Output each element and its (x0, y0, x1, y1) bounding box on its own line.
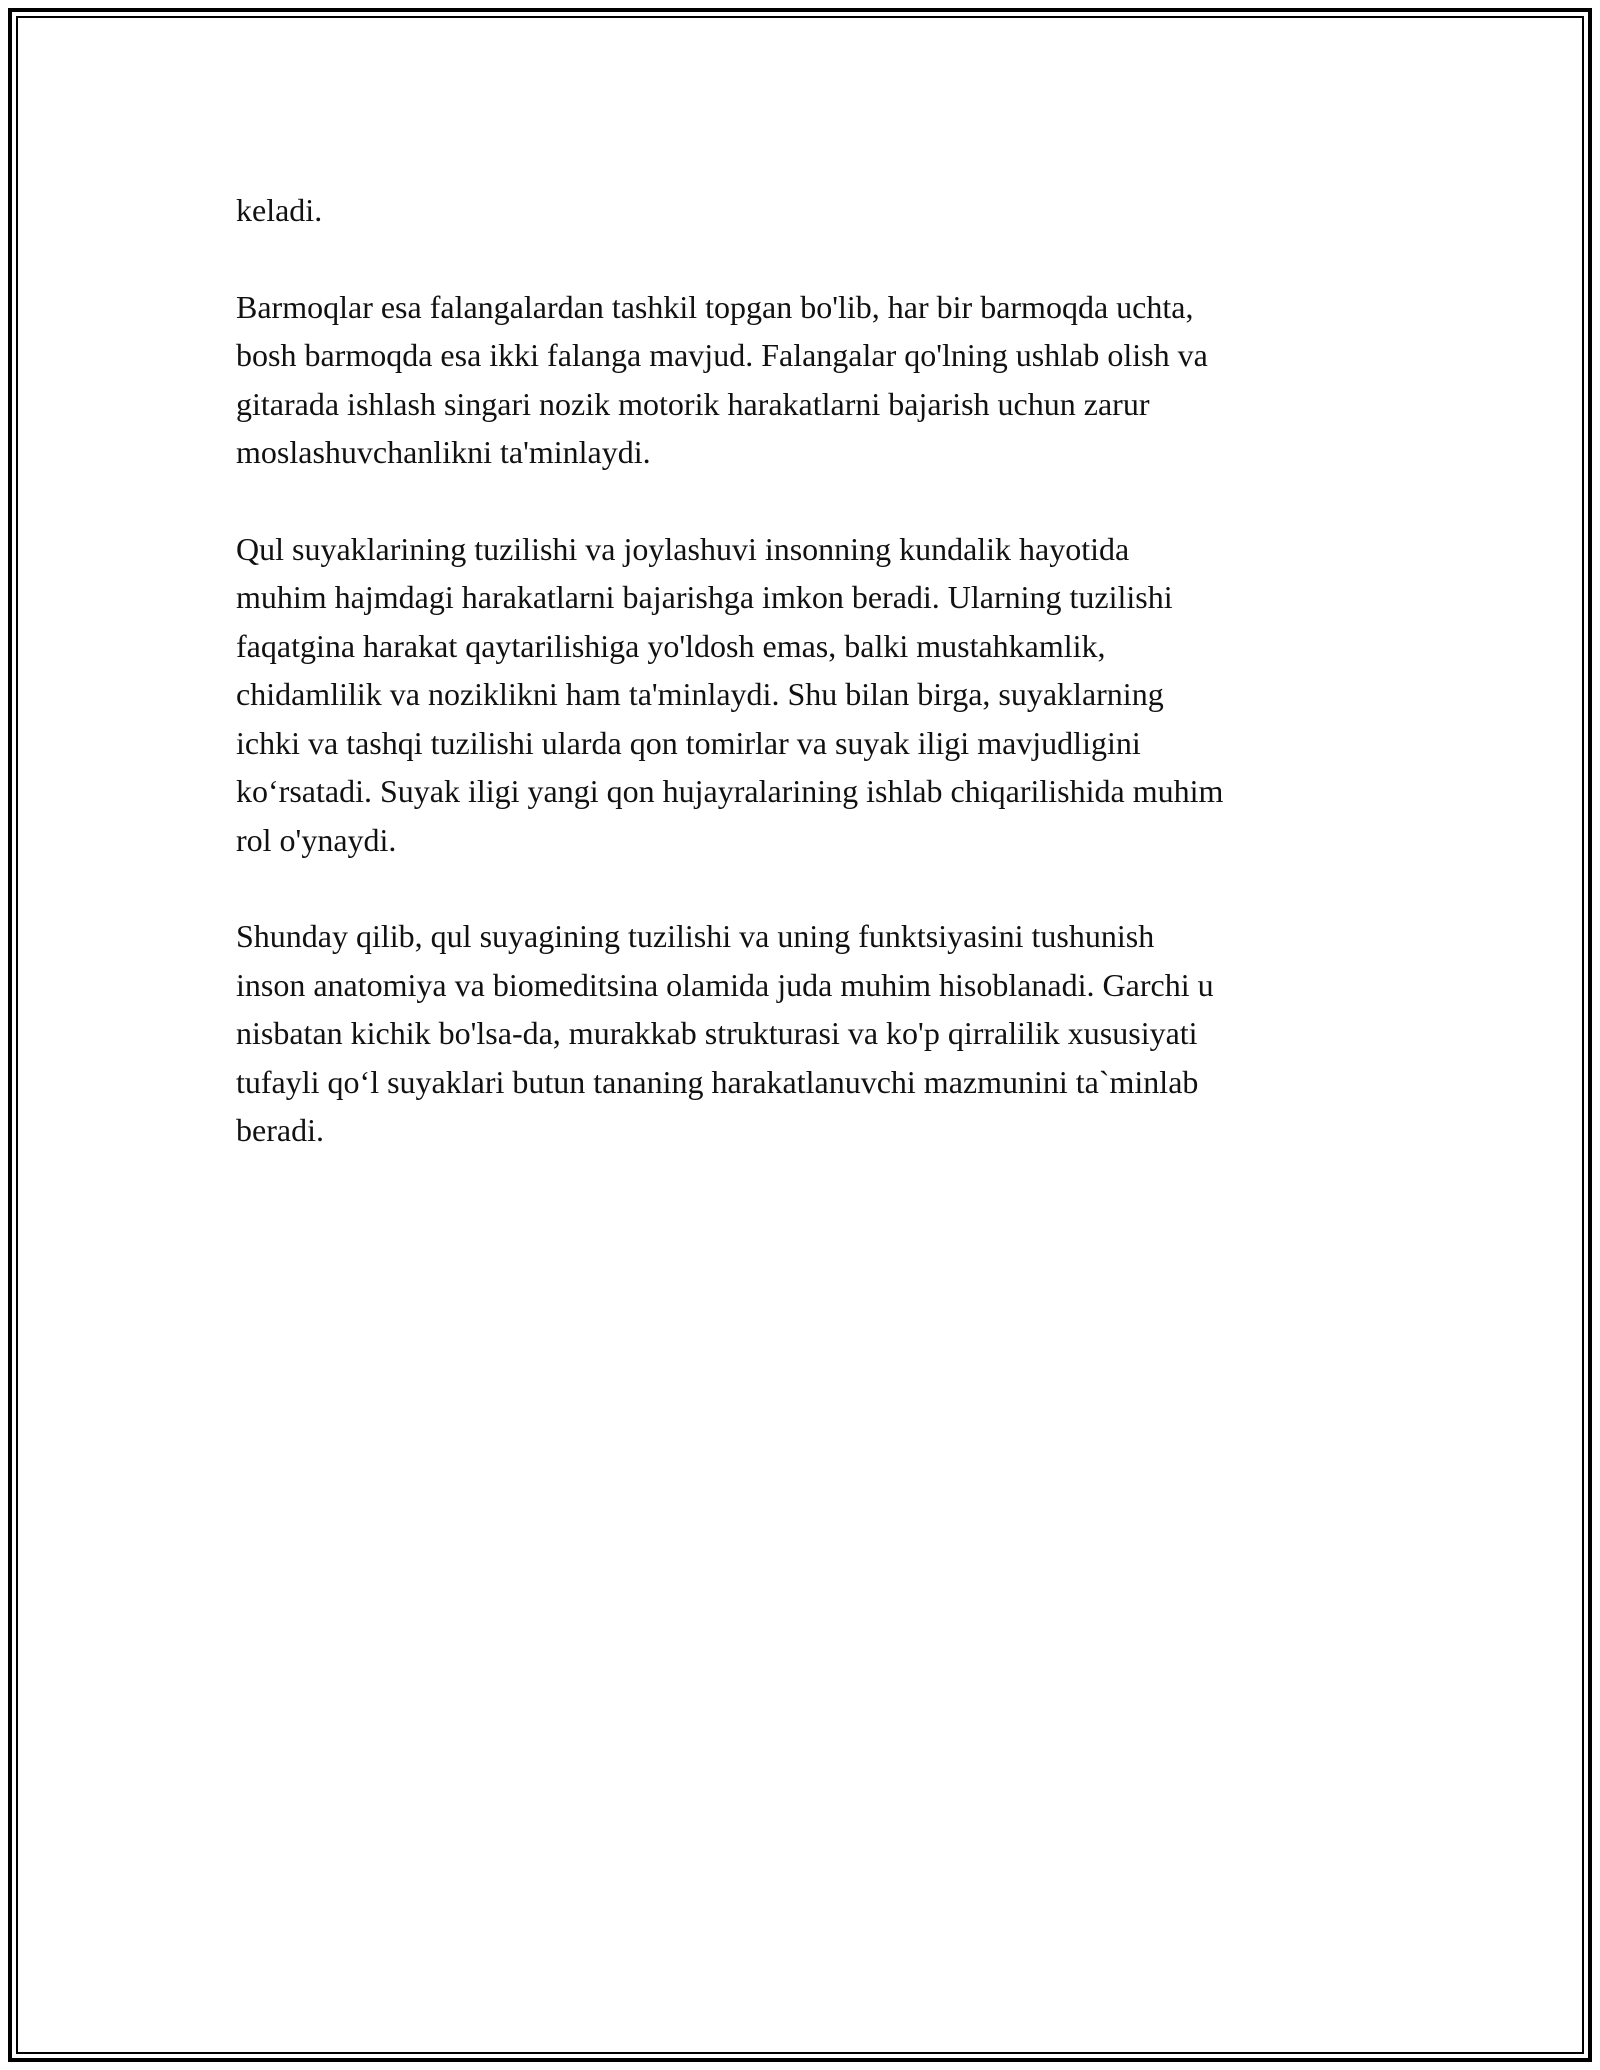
text-line: ichki va tashqi tuzilishi ularda qon tomirlar va suyak iligi mavjudligini (236, 724, 1141, 761)
text-line: keladi. (236, 192, 323, 228)
paragraph-4 (236, 912, 1376, 1155)
document-body (236, 186, 1376, 1203)
text-line: muhim hajmdagi harakatlarni bajarishga imkon beradi. Ularning tuzilishi (236, 579, 1173, 615)
text-line: rol o'ynaydi. (236, 821, 397, 858)
paragraph-3 (236, 525, 1376, 865)
text-line: moslashuvchanlikni ta'minlaydi. (236, 434, 651, 470)
text-line: tufayli qo‘l suyaklari butun tananing harakatlanuvchi mazmunini ta`minlab (236, 1063, 1199, 1100)
text-line: faqatgina harakat qaytarilishiga yo'ldosh emas, balki mustahkamlik, (236, 627, 1106, 664)
text-line: ko‘rsatadi. Suyak iligi yangi qon hujayralarining ishlab chiqarilishida muhim (236, 773, 1224, 809)
text-line: chidamlilik va noziklikni ham ta'minlaydi. Shu bilan birga, suyaklarning (236, 676, 1164, 712)
text-line: Qul suyaklarining tuzilishi va joylashuvi insonning kundalik hayotida (236, 530, 1130, 567)
text-line: Shunday qilib, qul suyagining tuzilishi va uning funktsiyasini tushunish (236, 918, 1155, 954)
text-line: gitarada ishlash singari nozik motorik harakatlarni bajarish uchun zarur (236, 385, 1150, 422)
text-line: Barmoqlar esa falangalardan tashkil topgan bo'lib, har bir barmoqda uchta, (236, 288, 1194, 325)
text-line: bosh barmoqda esa ikki falanga mavjud. Falangalar qo'lning ushlab olish va (236, 337, 1208, 373)
paragraph-2 (236, 283, 1376, 477)
text-line: beradi. (236, 1112, 324, 1148)
paragraph-1 (236, 186, 1376, 235)
text-line: inson anatomiya va biomeditsina olamida juda muhim hisoblanadi. Garchi u (236, 966, 1214, 1003)
text-line: nisbatan kichik bo'lsa-da, murakkab strukturasi va ko'p qirralilik xususiyati (236, 1015, 1198, 1051)
